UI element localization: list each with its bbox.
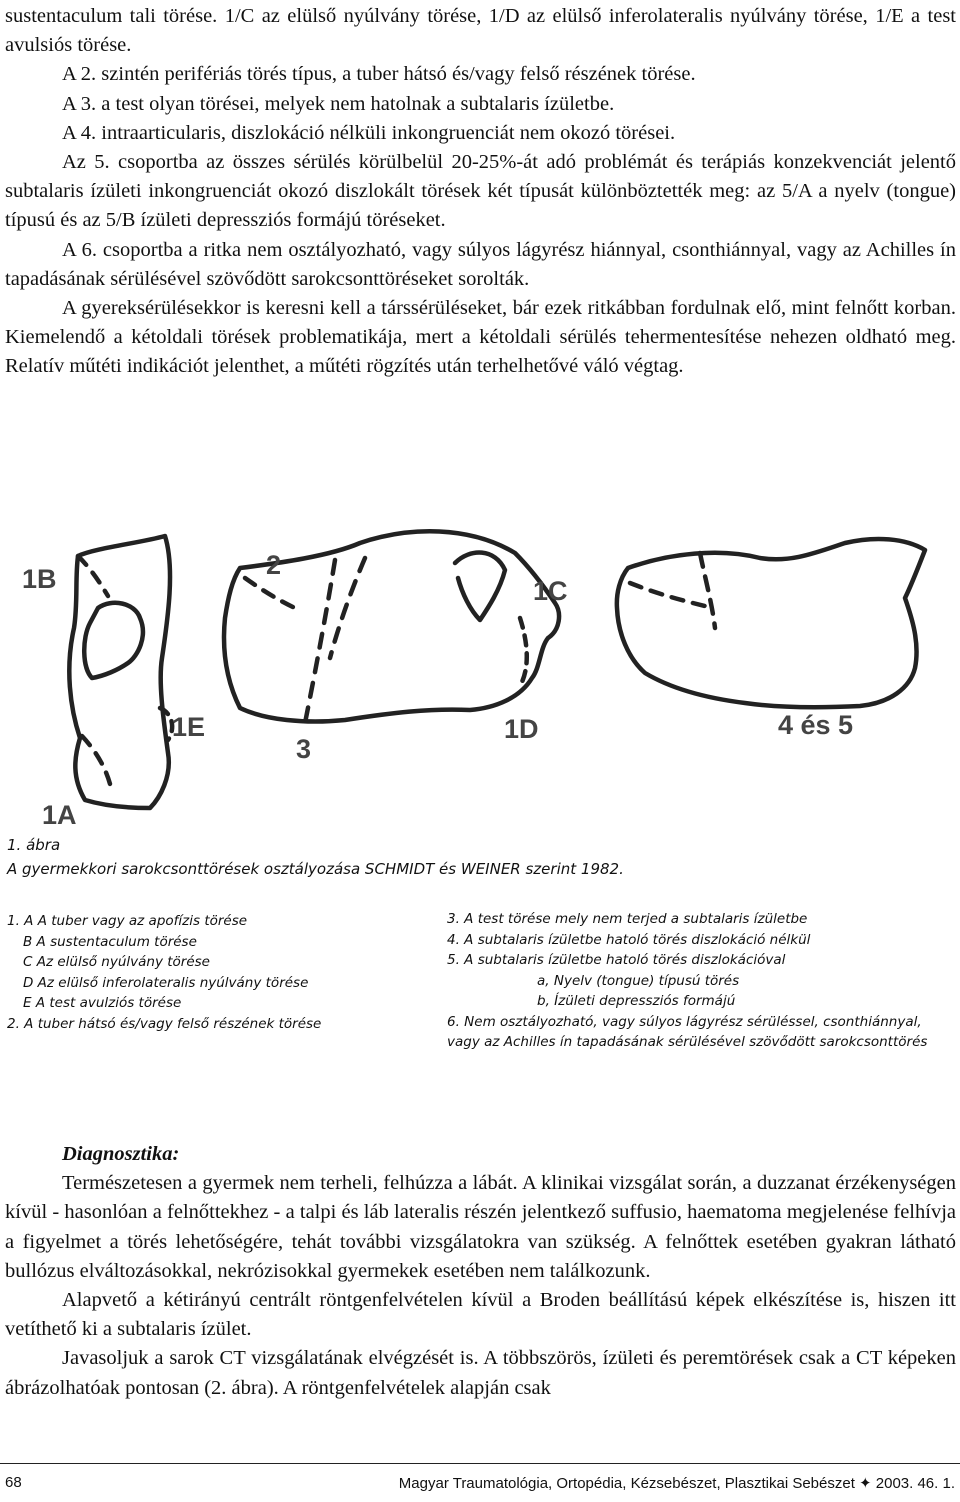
legend-item: D Az elülső inferolateralis nyúlvány törése bbox=[23, 974, 309, 991]
legend-item: a, Nyelv (tongue) típusú törés bbox=[537, 972, 740, 989]
paragraph: A 3. a test olyan törései, melyek nem hatolnak a subtalaris ízületbe. bbox=[62, 92, 615, 115]
label-1c: 1C bbox=[533, 576, 568, 606]
figure-number: 1. ábra bbox=[7, 836, 61, 854]
figure-legend-right bbox=[447, 909, 942, 1053]
page-number: 68 bbox=[5, 1474, 22, 1491]
legend-item: B A sustentaculum törése bbox=[23, 933, 197, 950]
middle-bone-notch bbox=[455, 553, 505, 620]
label-3: 3 bbox=[296, 734, 312, 764]
figure-legend-left bbox=[7, 911, 321, 1034]
legend-item: 6. Nem osztályozható, vagy súlyos lágyrész sérüléssel, csonthiánnyal, vagy az Achilles ín tapadásának sérülésével szövődött sarokcsonttörés bbox=[447, 1013, 928, 1050]
legend-item: 4. A subtalaris ízületbe hatoló törés diszlokáció nélkül bbox=[447, 931, 811, 948]
paragraph: Természetesen a gyermek nem terheli, felhúzza a lábát. A klinikai vizsgálat során, a duzzanat érzékenységen kívül - hasonlóan a felnőttekhez - a talpi és láb lateralis részén jelentkező suffusio, haematoma megjelenése felhívja a figyelmet a törés lehetőségére, tehát további vizsgálatokra van szükség. A felnőttek esetében gyakran látható bullózus elváltozásokkal, nekrózisokkal gyermekek esetében nem találkozunk. bbox=[5, 1172, 956, 1282]
label-1a: 1A bbox=[42, 800, 77, 830]
legend-item: b, Ízületi depressziós formájú bbox=[537, 993, 736, 1009]
body-text-lower bbox=[5, 1140, 956, 1403]
paragraph: Alapvető a kétirányú centrált röntgenfelvételen kívül a Broden beállítású képek elkészítése is, hiszen itt vetíthető ki a subtalaris ízület. bbox=[5, 1289, 956, 1341]
legend-item: C Az elülső nyúlvány törése bbox=[23, 954, 210, 970]
figure-title: A gyermekkori sarokcsonttörések osztályozása SCHMIDT és WEINER szerint 1982. bbox=[7, 860, 624, 878]
right-bone-outline bbox=[617, 539, 925, 707]
legend-item: E A test avulziós törése bbox=[23, 995, 182, 1011]
paragraph: A 6. csoportba a ritka nem osztályozható, vagy súlyos lágyrész hiánnyal, csonthiánnyal, vagy az Achilles ín tapadásának sérülésével szövődött sarokcsonttöréseket sorolták. bbox=[5, 238, 956, 290]
label-1d: 1D bbox=[504, 714, 539, 744]
journal-citation: Magyar Traumatológia, Ortopédia, Kézsebészet, Plasztikai Sebészet ✦ 2003. 46. 1. bbox=[398, 1475, 955, 1492]
paragraph: Javasoljuk a sarok CT vizsgálatának elvégzését is. A többszörös, ízületi és peremtörések csak a CT képeken ábrázolhatóak pontosan (2. ábra). A röntgenfelvételek alapján csak bbox=[5, 1347, 956, 1399]
section-heading: Diagnosztika: bbox=[62, 1143, 180, 1165]
legend-item: 1. A A tuber vagy az apofízis törése bbox=[7, 913, 248, 929]
legend-item: 5. A subtalaris ízületbe hatoló törés diszlokációval bbox=[447, 952, 786, 968]
label-1b: 1B bbox=[22, 564, 57, 594]
left-bone-foramen bbox=[84, 603, 143, 678]
label-4-es-5: 4 és 5 bbox=[778, 710, 854, 740]
paragraph: Az 5. csoportba az összes sérülés körülbelül 20-25%-át adó problémát és terápiás konzekvenciát jelentő subtalaris ízületi inkongruenciát okozó diszlokált törések két típusát különböztették meg: az 5/A a nyelv (tongue) típusú és az 5/B ízületi depressziós formájú töréseket. bbox=[5, 151, 956, 232]
paragraph: A gyereksérülésekkor is keresni kell a társsérüléseket, bár ezek ritkábban fordulnak elő, mint felnőtt korban. Kiemelendő a kétoldali törések problematikája, mert a kétoldali sérülés tehermentesítése nehezen oldható meg. Relatív műtéti indikációt jelenthet, a műtéti rögzítés után terhelhetővé váló végtag. bbox=[5, 297, 956, 378]
calcaneus-fracture-figure bbox=[0, 508, 960, 848]
paragraph: sustentaculum tali törése. 1/C az elülső nyúlvány törése, 1/D az elülső inferolateralis nyúlvány törése, 1/E a test avulsiós törése. bbox=[5, 5, 956, 57]
paragraph: A 4. intraarticularis, diszlokáció nélküli inkongruenciát nem okozó törései. bbox=[62, 121, 676, 144]
legend-item: 3. A test törése mely nem terjed a subtalaris ízületbe bbox=[447, 911, 808, 927]
figure-drawing bbox=[0, 508, 960, 848]
body-text-upper bbox=[5, 2, 956, 382]
left-bone-outline bbox=[69, 536, 170, 808]
label-1e: 1E bbox=[172, 712, 206, 742]
paragraph: A 2. szintén perifériás törés típus, a tuber hátsó és/vagy felső részének törése. bbox=[62, 63, 696, 86]
label-2: 2 bbox=[266, 550, 282, 580]
footer-rule bbox=[0, 1463, 960, 1464]
legend-item: 2. A tuber hátsó és/vagy felső részének törése bbox=[7, 1015, 322, 1032]
